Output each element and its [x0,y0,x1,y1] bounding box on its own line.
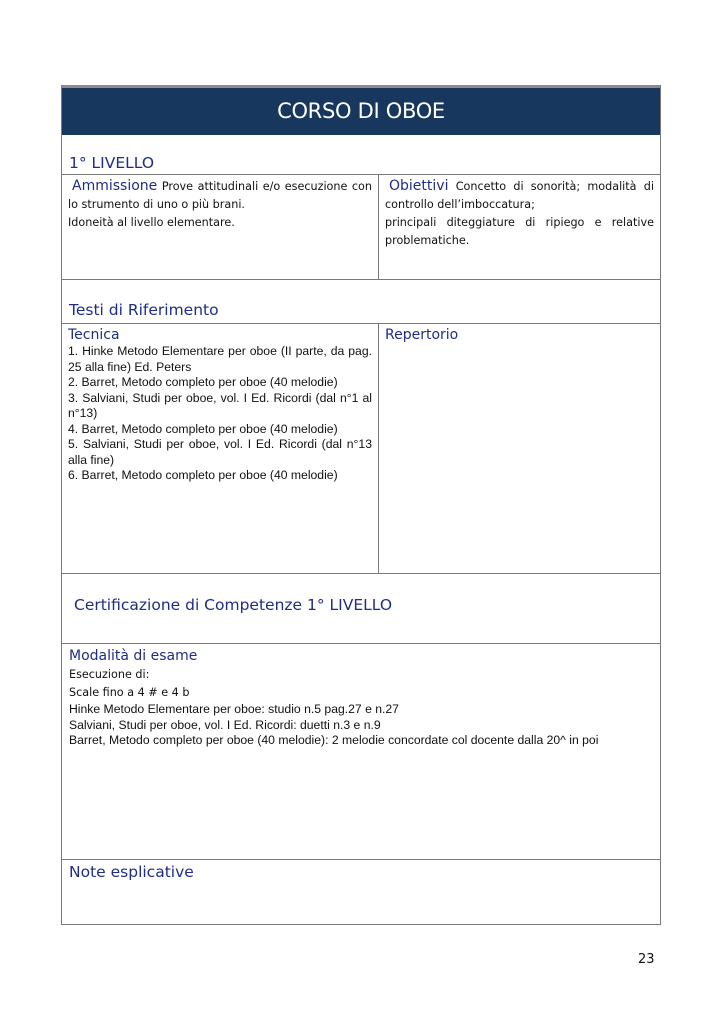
note-heading: Note esplicative [69,863,194,881]
course-title: CORSO DI OBOE [62,85,660,135]
tecnica-label: Tecnica [68,327,120,343]
modalita-line-1: Esecuzione di: [69,668,150,681]
obiettivi-line-1: Concetto di sonorità; modalità di controllo dell’imboccatura; [385,180,654,211]
obiettivi-text [385,177,654,214]
modalita-item: Barret, Metodo completo per oboe (40 melodie): 2 melodie concordate col docente dalla 20^ in poi [69,733,599,747]
modalita-item: Salviani, Studi per oboe, vol. I Ed. Ricordi: duetti n.3 e n.9 [69,717,381,732]
ammissione-line-1: Prove attitudinali e/o esecuzione con lo strumento di uno o più brani. [68,180,372,211]
tecnica-item: 4. Barret, Metodo completo per oboe (40 melodie) [68,421,338,436]
ammissione-cell [62,175,379,279]
level-heading: 1° LIVELLO [62,135,660,175]
tecnica-cell [62,324,379,573]
modalita-line-2: Scale fino a 4 # e 4 b [69,686,190,699]
certificazione-heading: Certificazione di Competenze 1° LIVELLO [62,574,660,644]
ammissione-line-2: Idoneità al livello elementare. [68,216,235,229]
tecnica-item: 6. Barret, Metodo completo per oboe (40 melodie) [68,468,338,482]
obiettivi-cell [379,175,660,279]
page-number: 23 [638,952,655,967]
obiettivi-label: Obiettivi [389,178,449,194]
tecnica-item: 5. Salviani, Studi per oboe, vol. I Ed. Ricordi (dal n°13 alla fine) [68,437,372,467]
repertorio-label: Repertorio [385,327,459,343]
tecnica-repertorio-row [62,324,660,574]
modalita-item: Hinke Metodo Elementare per oboe: studio n.5 pag.27 e n.27 [69,702,399,716]
testi-heading: Testi di Riferimento [62,280,660,324]
obiettivi-line-2: principali diteggiature di ripiego e relative problematiche. [385,216,654,247]
ammissione-obiettivi-row [62,175,660,280]
repertorio-cell [379,324,660,573]
note-cell [62,860,660,924]
tecnica-item: 1. Hinke Metodo Elementare per oboe (II parte, da pag. 25 alla fine) Ed. Peters [68,344,372,374]
ammissione-label: Ammissione [72,178,158,194]
modalita-label: Modalità di esame [69,648,198,664]
tecnica-item: 2. Barret, Metodo completo per oboe (40 melodie) [68,375,338,389]
course-sheet [61,85,661,925]
tecnica-item: 3. Salviani, Studi per oboe, vol. I Ed. Ricordi (dal n°1 al n°13) [68,390,372,420]
modalita-cell [62,644,660,860]
ammissione-text [68,177,372,214]
